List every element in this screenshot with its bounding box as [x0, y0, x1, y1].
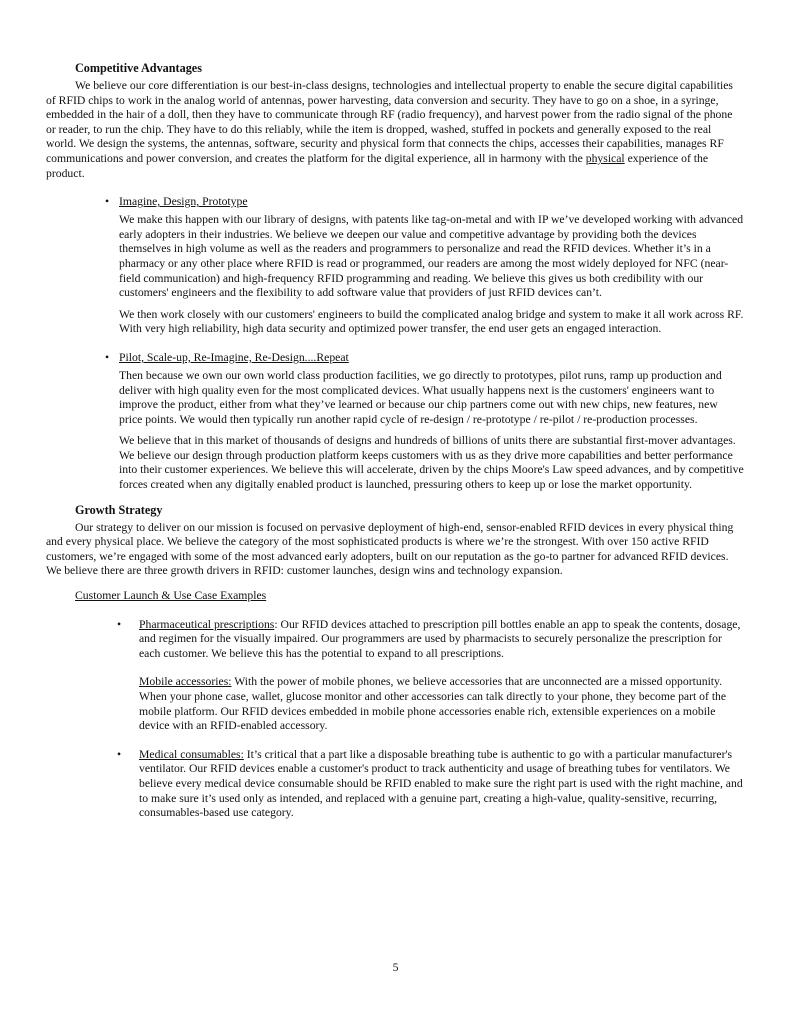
list-item-medical: • Medical consumables: It’s critical that a part like a disposable breathing tube is authentic to go with a particular manufacturer's ventilator. Our RFID devices enable a customer's product to track authenticity and usage of breathing tubes for ventilators. We believe every medical device consumable should be RFID enabled to make sure the right part is used with the right machine, and to make sure it’s used only as intended, and replaced with a genuine part, creating a high-value, quality-sensitive, recurring, consumables-based use category. — [117, 747, 743, 820]
customer-launch-subheading: Customer Launch & Use Case Examples — [75, 589, 267, 603]
pharmaceutical-label: Pharmaceutical prescriptions — [139, 617, 275, 631]
pilot-paragraph-2: We believe that in this market of thousands of designs and hundreds of billions of units there are substantial first-mover advantages. We believe our design through production platform keeps customers with us as they drive more capabilities and better performance into their customer experiences. We believe this will accelerate, driven by the chips Moore's Law speed advances, and by competitive forces created when any digitally enabled product is launched, pressuring others to keep up or lose the market opportunity. — [119, 434, 744, 492]
competitive-intro-paragraph: We believe our core differentiation is our best-in-class designs, technologies and intellectual property to enable the secure digital capabilities of RFID chips to work in the analog world of antennas, power harvesting, data conversion and security. They have to go on a shoe, in a syringe, embedded in the hair of a doll, then they have to communicate through RF (radio frequency), and harvest power from the radio signal of the phone or reader, to run the chip. They have to do this reliably, while the item is dropped, washed, stuffed in pockets and generally exposed to the real world. We design the systems, the antennas, software, security and physical form that connects the chips, accesses their capabilities, manages RF communications and power conversion, and creates the platform for the digital experience, all in harmony with the physical experience of the product. — [46, 79, 733, 180]
bullet-icon: • — [105, 195, 110, 209]
bullet-icon: • — [117, 617, 122, 631]
mobile-accessories-label: Mobile accessories: — [139, 675, 232, 689]
physical-underlined: physical — [585, 151, 625, 165]
medical-consumables-label: Medical consumables: — [139, 747, 244, 761]
imagine-paragraph-2: We then work closely with our customers' engineers to build the complicated analog bridge and system to make it all work across RF. With very high reliability, high data security and optimized power transfer, the end user gets an engaged interaction. — [119, 307, 744, 336]
bullet-title-imagine: Imagine, Design, Prototype — [119, 195, 248, 209]
competitive-advantages-heading: Competitive Advantages — [75, 61, 202, 75]
use-case-list — [117, 617, 744, 821]
page-number: 5 — [392, 961, 399, 974]
bullet-icon: • — [117, 747, 122, 761]
growth-intro-paragraph: Our strategy to deliver on our mission is focused on pervasive deployment of high-end, sensor-enabled RFID devices in every physical thing and every physical place. We believe the category of the most sophisticated products is where we’re the strongest. With over 150 active RFID customers, we’re engaged with some of the most advanced early adopters, built on our reputation as the go-to partner for advanced RFID devices. We believe there are three growth drivers in RFID: customer launches, design wins and technology expansion. — [46, 520, 734, 578]
bullet-pilot — [105, 350, 744, 493]
bullet-icon: • — [105, 350, 110, 364]
bullet-title-pilot: Pilot, Scale-up, Re-Imagine, Re-Design....Repeat — [119, 350, 349, 364]
growth-strategy-heading: Growth Strategy — [75, 502, 163, 517]
pilot-paragraph-1: Then because we own our own world class production facilities, we go directly to prototypes, pilot runs, ramp up production and deliver with high quality even for the most complicated devices. What usually happens next is the customers' engineers want to improve the product, either from what they’ve learned or because our chip partners come out with new chips, new features, new price points. We would then typically run another rapid cycle of re-design / re-prototype / re-pilot / re-production processes. — [119, 368, 722, 426]
mobile-accessories-paragraph: Mobile accessories: With the power of mobile phones, we believe accessories that are unconnected are a missed opportunity. When your phone case, wallet, glucose monitor and other accessories can talk directly to your phone, they become part of the mobile platform. Our RFID devices embedded in mobile phone accessories enable rich, extensible experiences on a mobile device with an RFID-enabled accessory. — [139, 675, 727, 733]
imagine-paragraph-1: We make this happen with our library of designs, with patents like tag-on-metal and with IP we’ve developed working with advanced early adopters in their industries. We believe we deepen our value and competitive advantage by providing both the devices themselves in high volume as well as the readers and programmers to personalize and read the RFID devices. Whether it’s in a pharmacy or any other place where RFID is read or programmed, our readers are among the most widely deployed for NFC (near-field communication) and high-frequency RFID programming and reading. We believe this gives us both credibility with our customers' engineers and the flexibility to add software value that providers of just RFID devices can’t. — [119, 213, 744, 300]
list-item-pharmaceutical: • Pharmaceutical prescriptions: Our RFID devices attached to prescription pill bottles enable an app to speak the contents, dosage, and regimen for the visually impaired. Our programmers are used by pharmacists to securely personalize the prescription for each customer. We believe this has the potential to expand to all prescriptions. Mobile accessories: With the power of mobile phones, we believe accessories that are unconnected are a missed opportunity. When your phone case, wallet, glucose monitor and other accessories can talk directly to your phone, they become part of the mobile platform. Our RFID devices embedded in mobile phone accessories enable rich, extensible experiences on a mobile device with an RFID-enabled accessory. — [139, 618, 744, 734]
bullet-imagine — [105, 194, 744, 337]
